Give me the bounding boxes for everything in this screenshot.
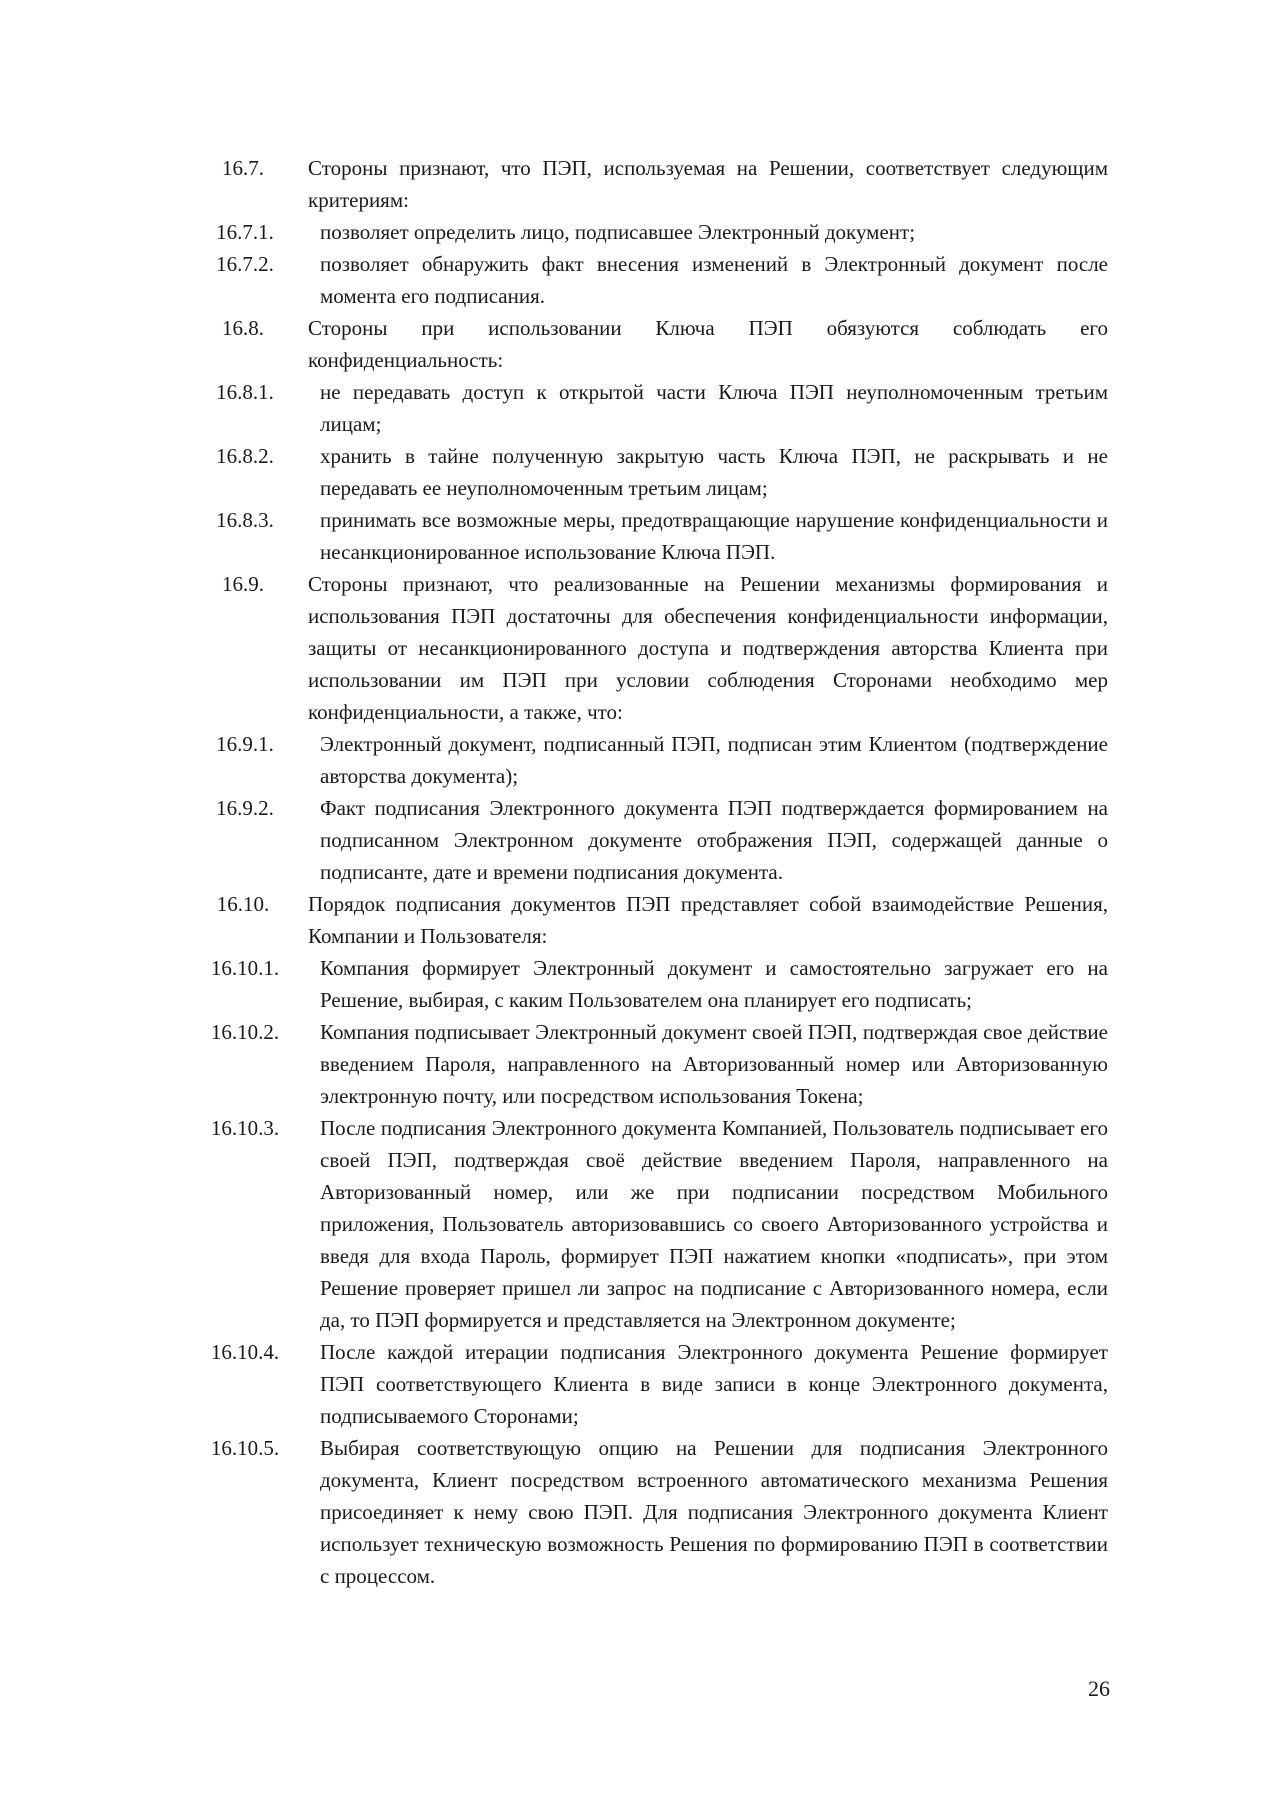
clause-number: 16.7.2. [216,252,274,276]
clause-text: Компания подписывает Электронный документ своей ПЭП, подтверждая свое действие введением Пароля, направленного на Авторизованный номер или Авторизованную электронную почту, или посредством использования Токена; [320,1020,1108,1108]
clause-text: позволяет обнаружить факт внесения изменений в Электронный документ после момента его подписания. [320,252,1108,308]
clause-list [0,152,1275,1592]
clause-number: 16.9.2. [216,796,274,820]
clause-16-10-4 [0,1336,1275,1432]
clause-text: Компания формирует Электронный документ и самостоятельно загружает его на Решение, выбирая, с каким Пользователем она планирует его подписать; [320,956,1108,1012]
clause-text: Стороны при использовании Ключа ПЭП обязуются соблюдать его конфиденциальность: [308,316,1108,372]
clause-16-10-2 [0,1016,1275,1112]
clause-16-8-2 [0,440,1275,504]
clause-number: 16.8.1. [216,380,274,404]
clause-text: После подписания Электронного документа Компанией, Пользователь подписывает его своей ПЭП, подтверждая своё действие введением Пароля, направленного на Авторизованный номер, или же при подписании посредством Мобильного приложения, Пользователь авторизовавшись со своего Авторизованного устройства и введя для входа Пароль, формирует ПЭП нажатием кнопки «подписать», при этом Решение проверяет пришел ли запрос на подписание с Авторизованного номера, если да, то ПЭП формируется и представляется на Электронном документе; [320,1116,1108,1332]
clause-number: 16.10.2. [210,1020,280,1044]
clause-text: Стороны признают, что ПЭП, используемая на Решении, соответствует следующим критериям: [308,156,1108,212]
clause-number: 16.7.1. [216,220,274,244]
clause-16-10-5 [0,1432,1275,1592]
clause-number: 16.10.3. [210,1116,280,1140]
clause-number: 16.10. [216,892,270,916]
clause-text: После каждой итерации подписания Электронного документа Решение формирует ПЭП соответствующего Клиента в виде записи в конце Электронного документа, подписываемого Сторонами; [320,1340,1108,1428]
clause-number: 16.9. [222,572,264,596]
clause-text: Факт подписания Электронного документа ПЭП подтверждается формированием на подписанном Электронном документе отображения ПЭП, содержащей данные о подписанте, дате и времени подписания документа. [320,796,1108,884]
clause-text: Стороны признают, что реализованные на Решении механизмы формирования и использования ПЭП достаточны для обеспечения конфиденциальности информации, защиты от несанкционированного доступа и подтверждения авторства Клиента при использовании им ПЭП при условии соблюдения Сторонами необходимо мер конфиденциальности, а также, что: [308,572,1108,724]
clause-text: Электронный документ, подписанный ПЭП, подписан этим Клиентом (подтверждение авторства документа); [320,732,1108,788]
clause-16-9 [0,568,1275,728]
clause-text: Выбирая соответствующую опцию на Решении для подписания Электронного документа, Клиент посредством встроенного автоматического механизма Решения присоединяет к нему свою ПЭП. Для подписания Электронного документа Клиент использует техническую возможность Решения по формированию ПЭП в соответствии с процессом. [320,1436,1108,1588]
clause-text: не передавать доступ к открытой части Ключа ПЭП неуполномоченным третьим лицам; [320,380,1108,436]
clause-number: 16.10.5. [210,1436,280,1460]
clause-16-8-3 [0,504,1275,568]
clause-16-9-2 [0,792,1275,888]
clause-16-9-1 [0,728,1275,792]
clause-text: Порядок подписания документов ПЭП представляет собой взаимодействие Решения, Компании и Пользователя: [308,892,1108,948]
clause-text: позволяет определить лицо, подписавшее Электронный документ; [320,220,916,244]
clause-number: 16.10.4. [210,1340,280,1364]
clause-number: 16.8.2. [216,444,274,468]
clause-16-7-1 [0,216,1275,248]
clause-text: хранить в тайне полученную закрытую часть Ключа ПЭП, не раскрывать и не передавать ее неуполномоченным третьим лицам; [320,444,1108,500]
clause-number: 16.9.1. [216,732,274,756]
clause-16-7-2 [0,248,1275,312]
clause-16-10 [0,888,1275,952]
clause-number: 16.10.1. [210,956,280,980]
clause-number: 16.8.3. [216,508,274,532]
clause-16-8 [0,312,1275,376]
clause-number: 16.8. [222,316,264,340]
clause-16-10-1 [0,952,1275,1016]
clause-16-8-1 [0,376,1275,440]
clause-number: 16.7. [222,156,264,180]
clause-text: принимать все возможные меры, предотвращающие нарушение конфиденциальности и несанкционированное использование Ключа ПЭП. [320,508,1108,564]
page-number: 26 [1088,1676,1110,1701]
clause-16-7 [0,152,1275,216]
clause-16-10-3 [0,1112,1275,1336]
